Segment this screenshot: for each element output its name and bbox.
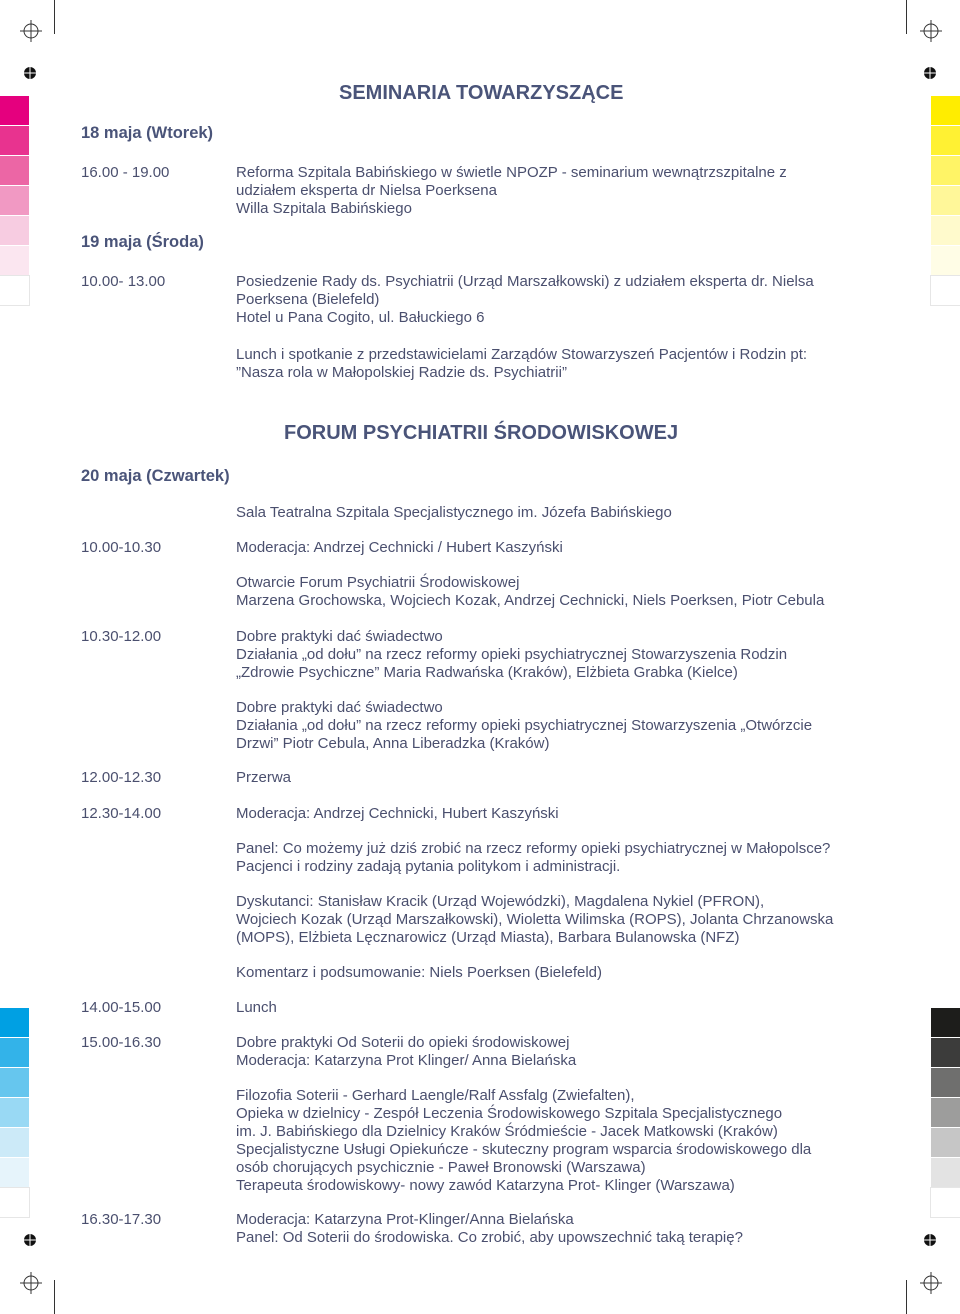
text-line: Posiedzenie Rady ds. Psychiatrii (Urząd Marszałkowski) z udziałem eksperta dr. Nielsa bbox=[236, 273, 814, 290]
magenta-bar-swatch bbox=[0, 216, 29, 245]
cyan-bar-swatch bbox=[0, 1128, 29, 1157]
text-line: Moderacja: Katarzyna Prot-Klinger/Anna Bielańska bbox=[236, 1211, 574, 1228]
text-line: Marzena Grochowska, Wojciech Kozak, Andrzej Cechnicki, Niels Poerksen, Piotr Cebula bbox=[236, 592, 825, 609]
text-line: Hotel u Pana Cogito, ul. Bałuckiego 6 bbox=[236, 309, 485, 326]
yellow-bar-swatch bbox=[931, 216, 960, 245]
text-line: Reforma Szpitala Babińskiego w świetle NPOZP - seminarium wewnątrzszpitalne z bbox=[236, 164, 787, 181]
text-line: Moderacja: Katarzyna Prot Klinger/ Anna Bielańska bbox=[236, 1052, 577, 1069]
magenta-bar-swatch bbox=[0, 276, 29, 305]
crop-mark bbox=[906, 0, 907, 34]
event-time: 10.00-10.30 bbox=[81, 539, 162, 556]
day-heading-18-may: 18 maja (Wtorek) bbox=[81, 124, 214, 142]
event-description bbox=[236, 964, 602, 982]
magenta-bar-swatch bbox=[0, 246, 29, 275]
magenta-bar-swatch bbox=[0, 96, 29, 125]
text-line: udziałem eksperta dr Nielsa Poerksena bbox=[236, 182, 497, 199]
event-description bbox=[236, 1087, 811, 1195]
text-line: Komentarz i podsumowanie: Niels Poerksen (Bielefeld) bbox=[236, 964, 603, 981]
crop-mark bbox=[54, 0, 55, 34]
event-description bbox=[236, 769, 291, 787]
text-line: (MOPS), Elżbieta Lęcznarowicz (Urząd Miasta), Barbara Bulanowska (NFZ) bbox=[236, 929, 740, 946]
text-line: Przerwa bbox=[236, 769, 292, 786]
black-bar-swatch bbox=[931, 1128, 960, 1157]
registration-target-icon bbox=[922, 65, 938, 81]
event-time: 16.30-17.30 bbox=[81, 1211, 162, 1228]
crop-mark bbox=[54, 1280, 55, 1314]
event-time: 10.00- 13.00 bbox=[81, 273, 166, 290]
text-line: Specjalistyczne Usługi Opiekuńcze - skuteczny program wsparcia środowiskowego dla bbox=[236, 1141, 812, 1158]
event-description bbox=[236, 346, 807, 382]
text-line: Dobre praktyki Od Soterii do opieki środowiskowej bbox=[236, 1034, 570, 1051]
event-description bbox=[236, 1034, 576, 1070]
registration-crosshair-icon bbox=[19, 19, 43, 43]
registration-target-icon bbox=[22, 65, 38, 81]
registration-target-icon bbox=[922, 1232, 938, 1248]
cyan-bar-swatch bbox=[0, 1068, 29, 1097]
text-line: Pacjenci i rodziny zadają pytania politykom i administracji. bbox=[236, 858, 621, 875]
text-line: ”Nasza rola w Małopolskiej Radzie ds. Psychiatrii” bbox=[236, 364, 567, 381]
black-bar-swatch bbox=[931, 1038, 960, 1067]
text-line: Panel: Co możemy już dziś zrobić na rzecz reformy opieki psychiatrycznej w Małopolsce? bbox=[236, 840, 831, 857]
seminars-title: SEMINARIA TOWARZYSZĄCE bbox=[339, 82, 624, 104]
event-description bbox=[236, 273, 814, 327]
yellow-bar-swatch bbox=[931, 126, 960, 155]
cyan-bar-swatch bbox=[0, 1008, 29, 1037]
text-line: Lunch i spotkanie z przedstawicielami Zarządów Stowarzyszeń Pacjentów i Rodzin pt: bbox=[236, 346, 808, 363]
cyan-bar-swatch bbox=[0, 1098, 29, 1127]
event-description bbox=[236, 999, 277, 1017]
text-line: Sala Teatralna Szpitala Specjalistycznego im. Józefa Babińskiego bbox=[236, 504, 672, 521]
text-line: Poerksena (Bielefeld) bbox=[236, 291, 380, 308]
event-description bbox=[236, 628, 787, 682]
magenta-bar-swatch bbox=[0, 156, 29, 185]
yellow-bar-swatch bbox=[931, 186, 960, 215]
magenta-bar-swatch bbox=[0, 126, 29, 155]
text-line: Dobre praktyki dać świadectwo bbox=[236, 628, 443, 645]
text-line: Moderacja: Andrzej Cechnicki, Hubert Kaszyński bbox=[236, 805, 559, 822]
black-bar-swatch bbox=[931, 1158, 960, 1187]
text-line: Panel: Od Soterii do środowiska. Co zrobić, aby upowszechnić taką terapię? bbox=[236, 1229, 743, 1246]
text-line: Otwarcie Forum Psychiatrii Środowiskowej bbox=[236, 574, 520, 591]
magenta-bar-swatch bbox=[0, 186, 29, 215]
text-line: Działania „od dołu” na rzecz reformy opieki psychiatrycznej Stowarzyszenia „Otwórzcie bbox=[236, 717, 813, 734]
text-line: osób chorujących psychicznie - Paweł Bronowski (Warszawa) bbox=[236, 1159, 646, 1176]
venue-line bbox=[236, 504, 672, 522]
forum-title: FORUM PSYCHIATRII ŚRODOWISKOWEJ bbox=[284, 422, 679, 444]
text-line: Terapeuta środowiskowy- nowy zawód Katarzyna Prot- Klinger (Warszawa) bbox=[236, 1177, 735, 1194]
event-time: 12.00-12.30 bbox=[81, 769, 162, 786]
text-line: Filozofia Soterii - Gerhard Laengle/Ralf Assfalg (Zwiefalten), bbox=[236, 1087, 635, 1104]
black-bar-swatch bbox=[931, 1188, 960, 1217]
event-time: 10.30-12.00 bbox=[81, 628, 162, 645]
text-line: Opieka w dzielnicy - Zespół Leczenia Środowiskowego Szpitala Specjalistycznego bbox=[236, 1105, 783, 1122]
yellow-bar-swatch bbox=[931, 96, 960, 125]
event-time: 16.00 - 19.00 bbox=[81, 164, 170, 181]
event-description bbox=[236, 699, 812, 753]
black-bar-swatch bbox=[931, 1008, 960, 1037]
event-description bbox=[236, 840, 830, 876]
text-line: Działania „od dołu” na rzecz reformy opieki psychiatrycznej Stowarzyszenia Rodzin bbox=[236, 646, 788, 663]
crop-mark bbox=[906, 1280, 907, 1314]
event-time: 14.00-15.00 bbox=[81, 999, 162, 1016]
text-line: Drzwi” Piotr Cebula, Anna Liberadzka (Kraków) bbox=[236, 735, 550, 752]
registration-crosshair-icon bbox=[919, 1271, 943, 1295]
black-bar-swatch bbox=[931, 1098, 960, 1127]
text-line: Lunch bbox=[236, 999, 277, 1016]
text-line: Wojciech Kozak (Urząd Marszałkowski), Wioletta Wilimska (ROPS), Jolanta Chrzanowska bbox=[236, 911, 834, 928]
yellow-bar-swatch bbox=[931, 246, 960, 275]
text-line: Moderacja: Andrzej Cechnicki / Hubert Kaszyński bbox=[236, 539, 563, 556]
day-heading-19-may: 19 maja (Środa) bbox=[81, 233, 204, 251]
event-time: 12.30-14.00 bbox=[81, 805, 162, 822]
registration-crosshair-icon bbox=[919, 19, 943, 43]
cyan-bar-swatch bbox=[0, 1158, 29, 1187]
text-line: im. J. Babińskiego dla Dzielnicy Kraków Śródmieście - Jacek Matkowski (Kraków) bbox=[236, 1123, 778, 1140]
text-line: Dobre praktyki dać świadectwo bbox=[236, 699, 443, 716]
event-time: 15.00-16.30 bbox=[81, 1034, 162, 1051]
yellow-bar-swatch bbox=[931, 156, 960, 185]
event-description bbox=[236, 164, 787, 218]
event-description bbox=[236, 893, 833, 947]
text-line: „Zdrowie Psychiczne” Maria Radwańska (Kraków), Elżbieta Grabka (Kielce) bbox=[236, 664, 738, 681]
cyan-bar-swatch bbox=[0, 1188, 29, 1217]
black-bar-swatch bbox=[931, 1068, 960, 1097]
event-description bbox=[236, 574, 824, 610]
event-description bbox=[236, 539, 563, 557]
event-description bbox=[236, 1211, 743, 1247]
yellow-bar-swatch bbox=[931, 276, 960, 305]
registration-target-icon bbox=[22, 1232, 38, 1248]
registration-crosshair-icon bbox=[19, 1271, 43, 1295]
text-line: Dyskutanci: Stanisław Kracik (Urząd Wojewódzki), Magdalena Nykiel (PFRON), bbox=[236, 893, 765, 910]
text-line: Willa Szpitala Babińskiego bbox=[236, 200, 412, 217]
event-description bbox=[236, 805, 559, 823]
day-heading-20-may: 20 maja (Czwartek) bbox=[81, 467, 230, 485]
cyan-bar-swatch bbox=[0, 1038, 29, 1067]
